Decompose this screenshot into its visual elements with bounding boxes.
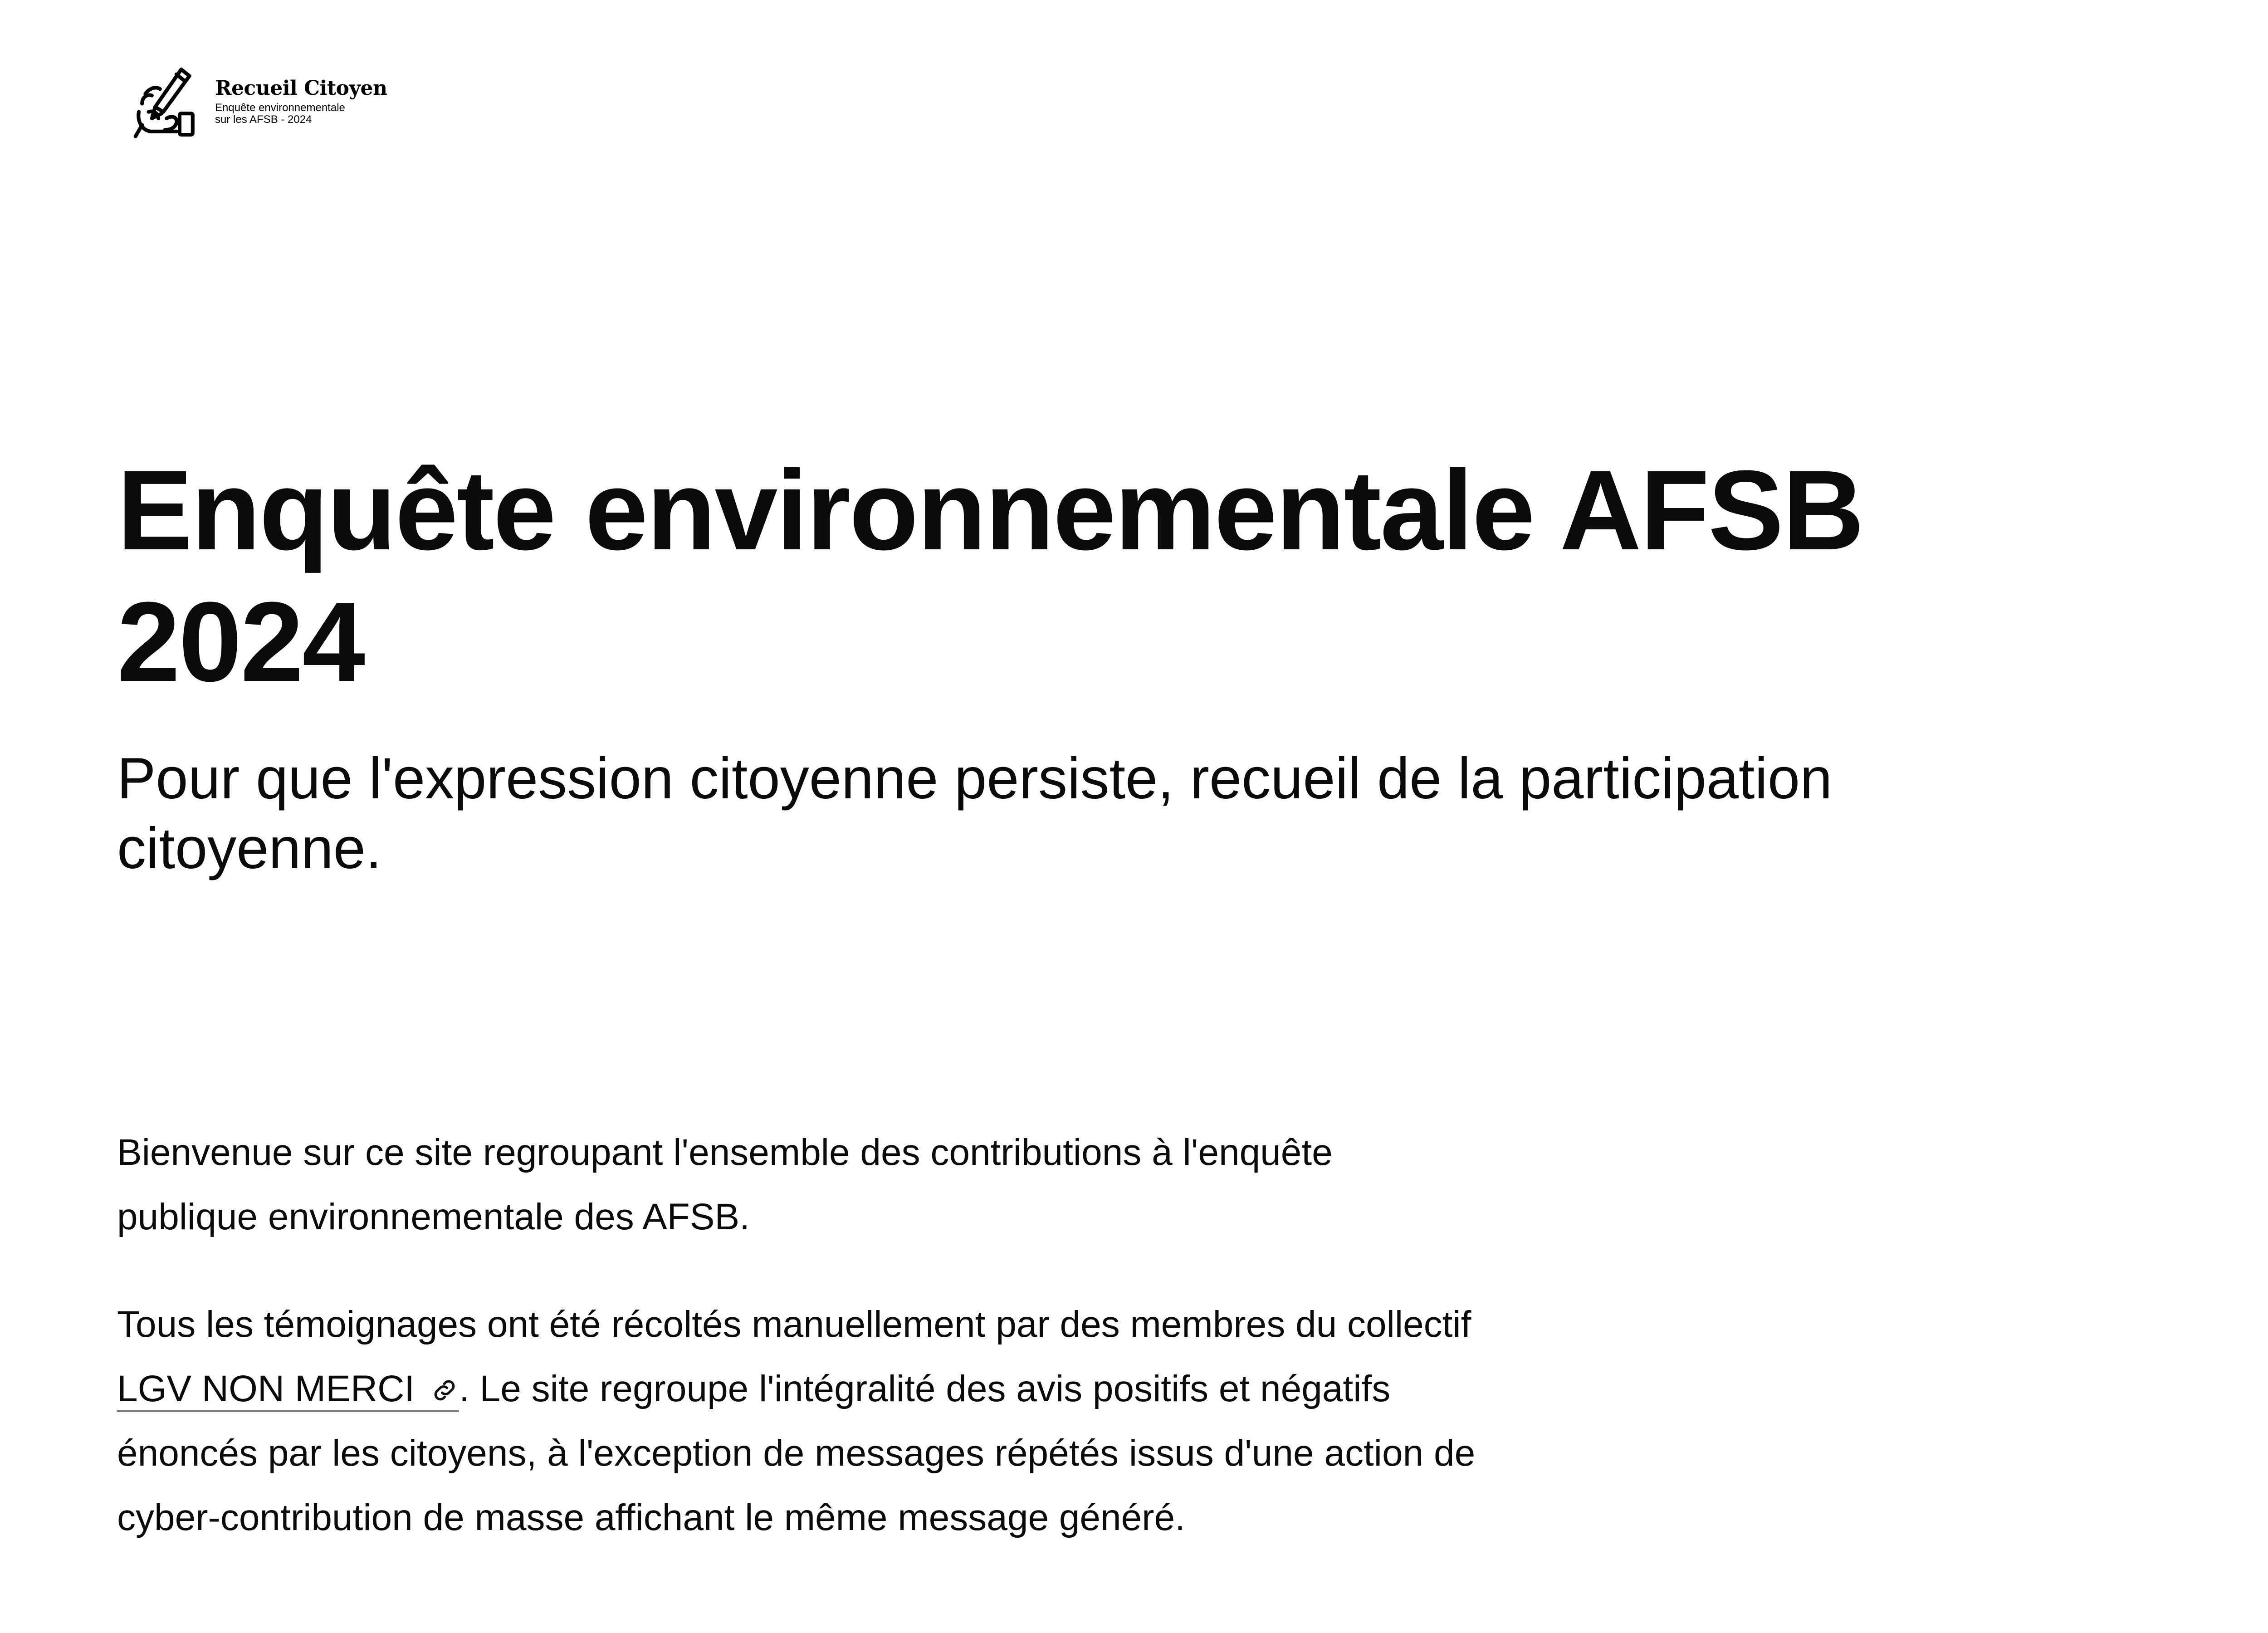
external-link-icon — [430, 1376, 459, 1405]
page-title — [117, 445, 1931, 708]
intro-paragraph-1: Bienvenue sur ce site regroupant l'ensemble des contributions à l'enquête publique environnementale des AFSB. — [117, 1132, 1333, 1237]
page-title-line2: 2024 — [117, 578, 364, 705]
hand-writing-pen-icon — [131, 61, 212, 143]
logo-text — [215, 78, 387, 126]
intro-paragraph-2-start: Tous les témoignages ont été récoltés manuellement par des membres du collectif — [117, 1304, 1471, 1345]
lgv-non-merci-link-label: LGV NON MERCI — [117, 1368, 415, 1409]
logo-title: Recueil Citoyen — [215, 77, 387, 100]
page-title-line1: Enquête environnementale AFSB — [117, 447, 1863, 573]
intro-paragraph-2 — [117, 1292, 1478, 1550]
logo-subtitle-line1: Enquête environnementale — [215, 102, 345, 114]
lgv-non-merci-link[interactable] — [117, 1368, 459, 1412]
home-logo-link[interactable] — [131, 61, 387, 143]
site-header — [0, 0, 2268, 172]
page-subtitle: Pour que l'expression citoyenne persiste, recueil de la participation citoyenne. — [117, 746, 1833, 881]
logo-subtitle-line2: sur les AFSB - 2024 — [215, 113, 312, 126]
intro-section — [117, 1120, 1478, 1593]
intro-paragraph-2-end: . Le site regroupe l'intégralité des avis positifs et négatifs énoncés par les citoyens, à l'exception de messages répétés issus d'une action de cyber-contribution de masse affichant le même message généré. — [117, 1368, 1476, 1538]
